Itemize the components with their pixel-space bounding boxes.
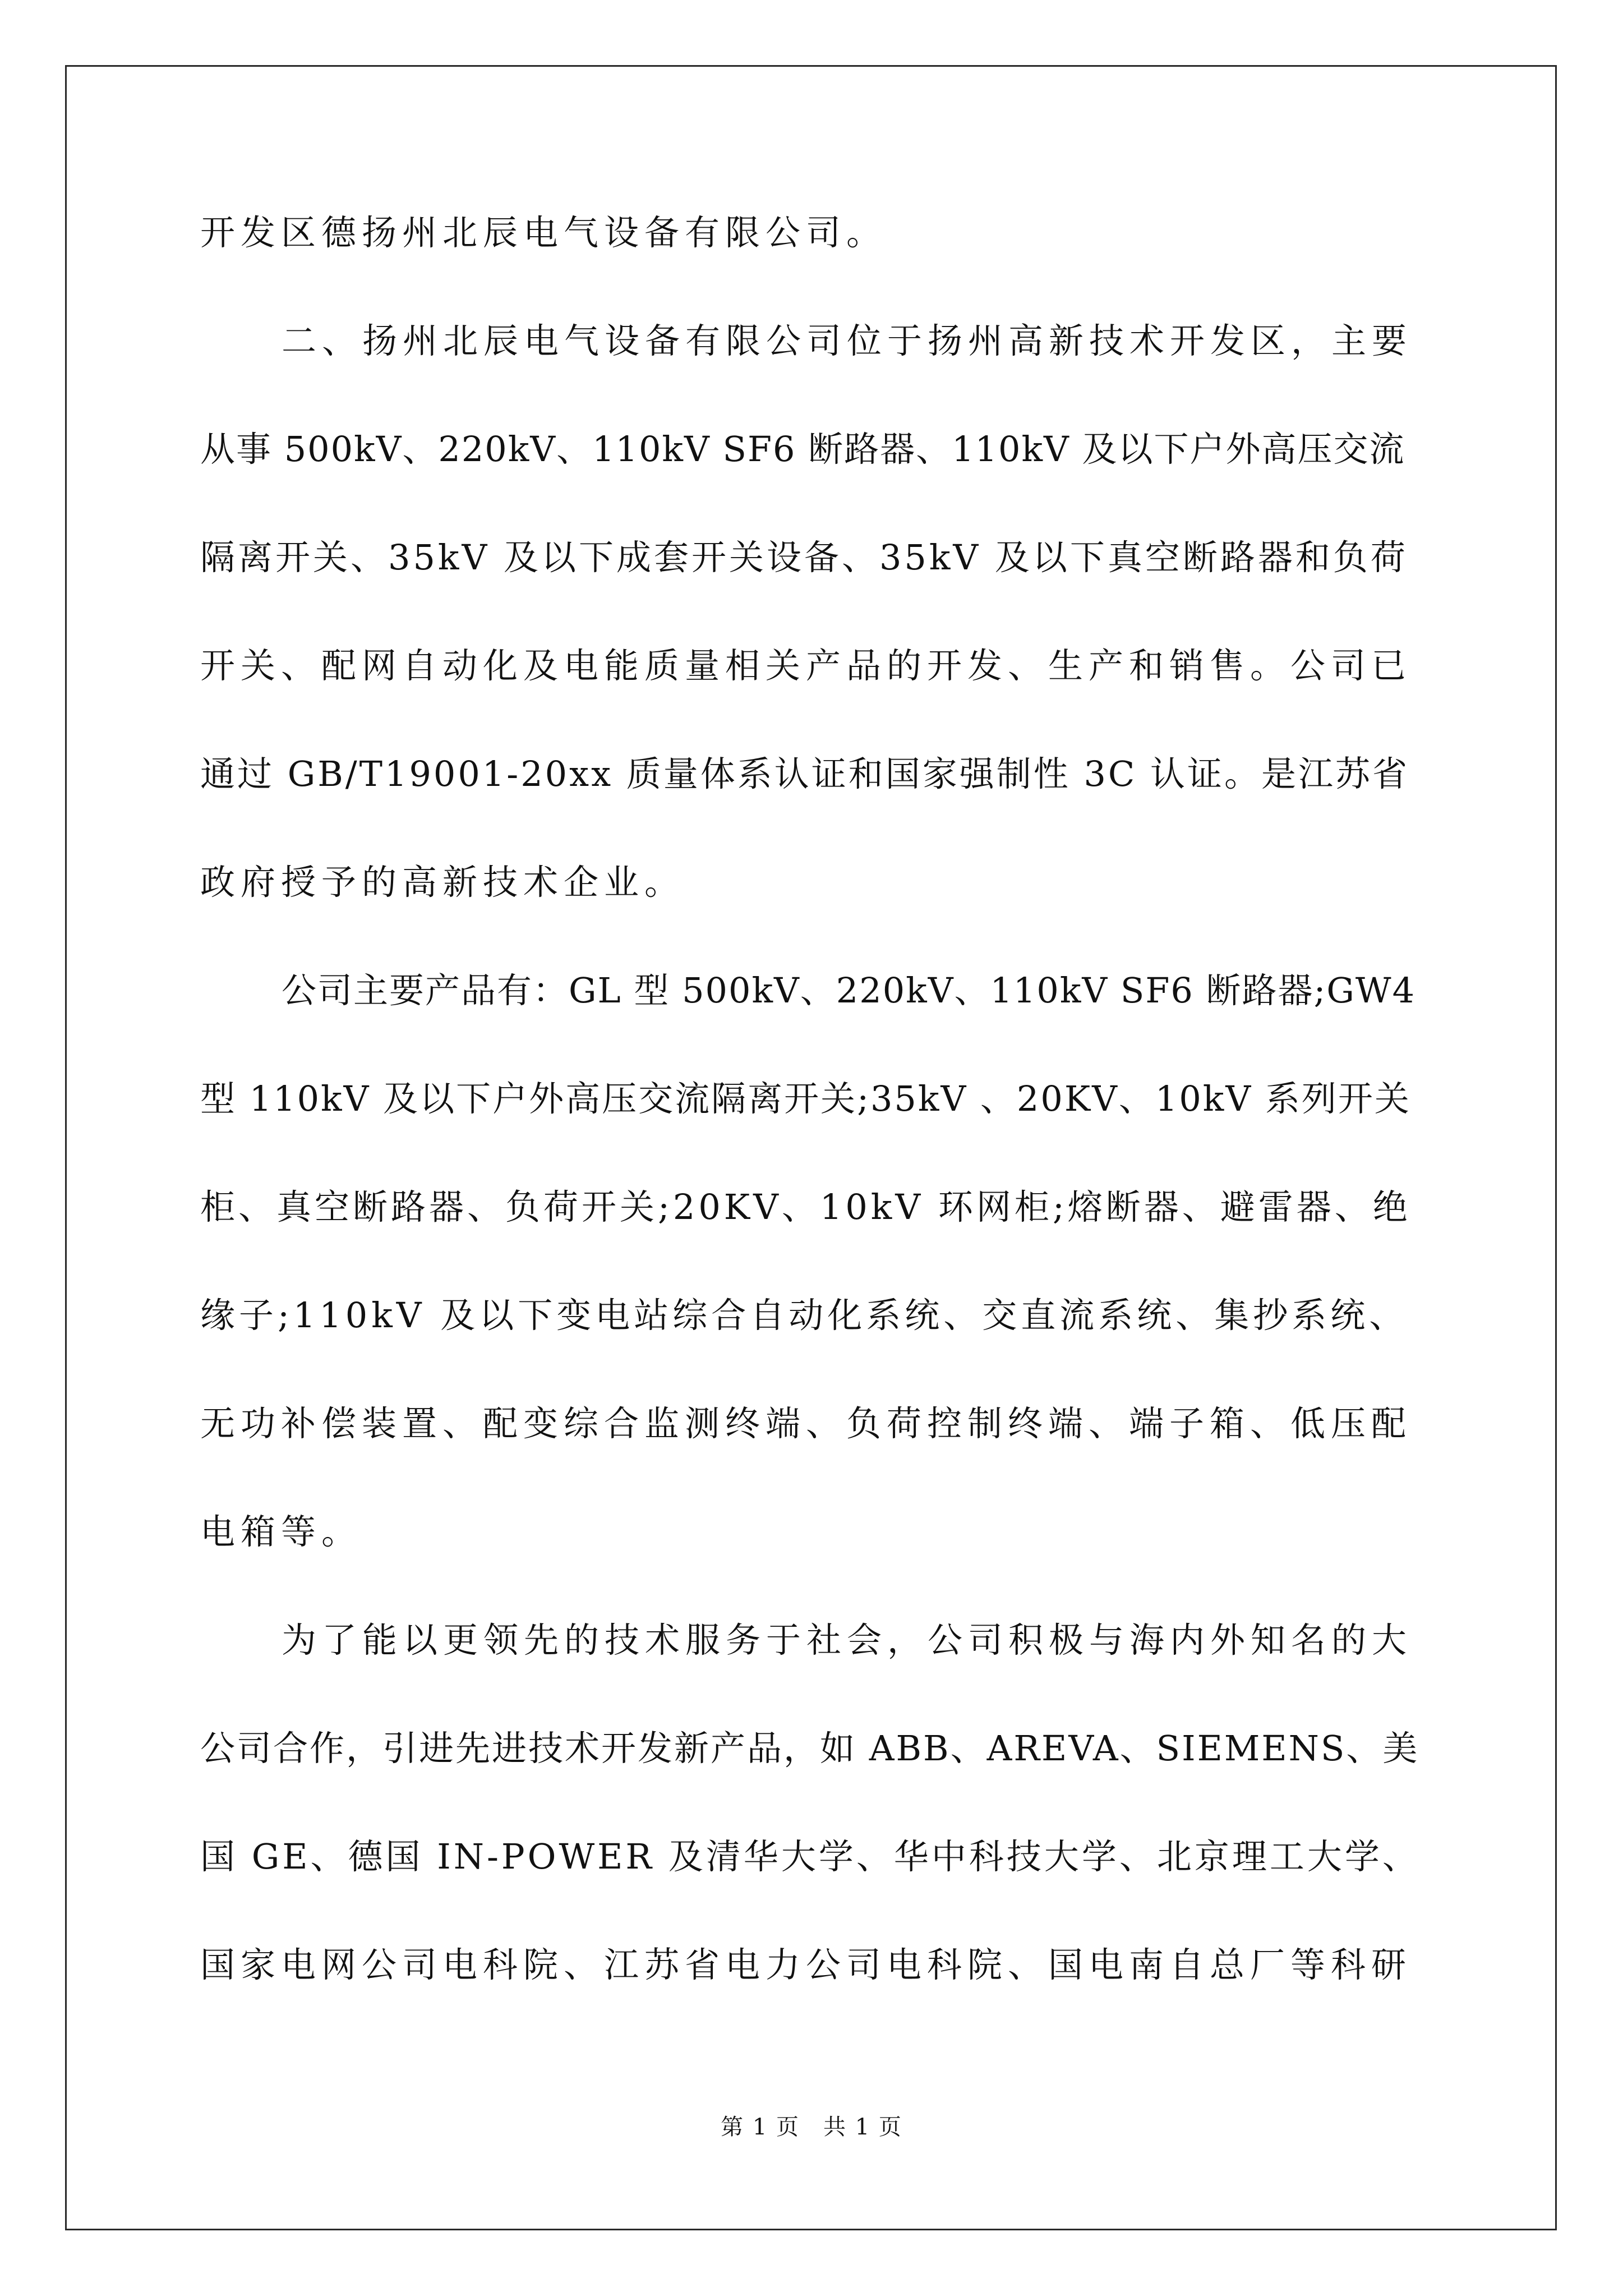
text-line: 国家电网公司电科院、江苏省电力公司电科院、国电南自总厂等科研: [200, 1944, 1412, 1985]
text-line: 型 110kV 及以下户外高压交流隔离开关;35kV 、20KV、10kV 系列开关: [200, 1078, 1411, 1119]
text-line: 通过 GB/T19001-20xx 质量体系认证和国家强制性 3C 认证。是江苏省: [200, 753, 1410, 794]
page-number-footer: 第 1 页 共 1 页: [721, 2114, 902, 2140]
text-line: 缘子;110kV 及以下变电站综合自动化系统、交直流系统、集抄系统、: [200, 1295, 1408, 1336]
text-line: 柜、真空断路器、负荷开关;20KV、10kV 环网柜;熔断器、避雷器、绝: [200, 1186, 1411, 1227]
page-border: [65, 65, 1557, 2230]
paragraph-start-line: 为了能以更领先的技术服务于社会，公司积极与海内外知名的大: [282, 1619, 1413, 1660]
text-line: 隔离开关、35kV 及以下成套开关设备、35kV 及以下真空断路器和负荷: [200, 537, 1408, 578]
text-line: 开发区德扬州北辰电气设备有限公司。: [200, 212, 887, 253]
paragraph-start-line: 公司主要产品有：GL 型 500kV、220kV、110kV SF6 断路器;GW4: [282, 970, 1416, 1011]
text-line: 开关、配网自动化及电能质量相关产品的开发、生产和销售。公司已: [200, 645, 1412, 686]
paragraph-start-line: 二、扬州北辰电气设备有限公司位于扬州高新技术开发区，主要: [282, 320, 1413, 361]
text-line: 政府授予的高新技术企业。: [200, 862, 685, 903]
text-line: 电箱等。: [200, 1511, 362, 1552]
text-line: 从事 500kV、220kV、110kV SF6 断路器、110kV 及以下户外高压交流: [200, 429, 1405, 470]
text-line: 国 GE、德国 IN-POWER 及清华大学、华中科技大学、北京理工大学、: [200, 1836, 1420, 1877]
text-line: 公司合作，引进先进技术开发新产品，如 ABB、AREVA、SIEMENS、美: [200, 1728, 1419, 1769]
text-line: 无功补偿装置、配变综合监测终端、负荷控制终端、端子箱、低压配: [200, 1403, 1412, 1444]
